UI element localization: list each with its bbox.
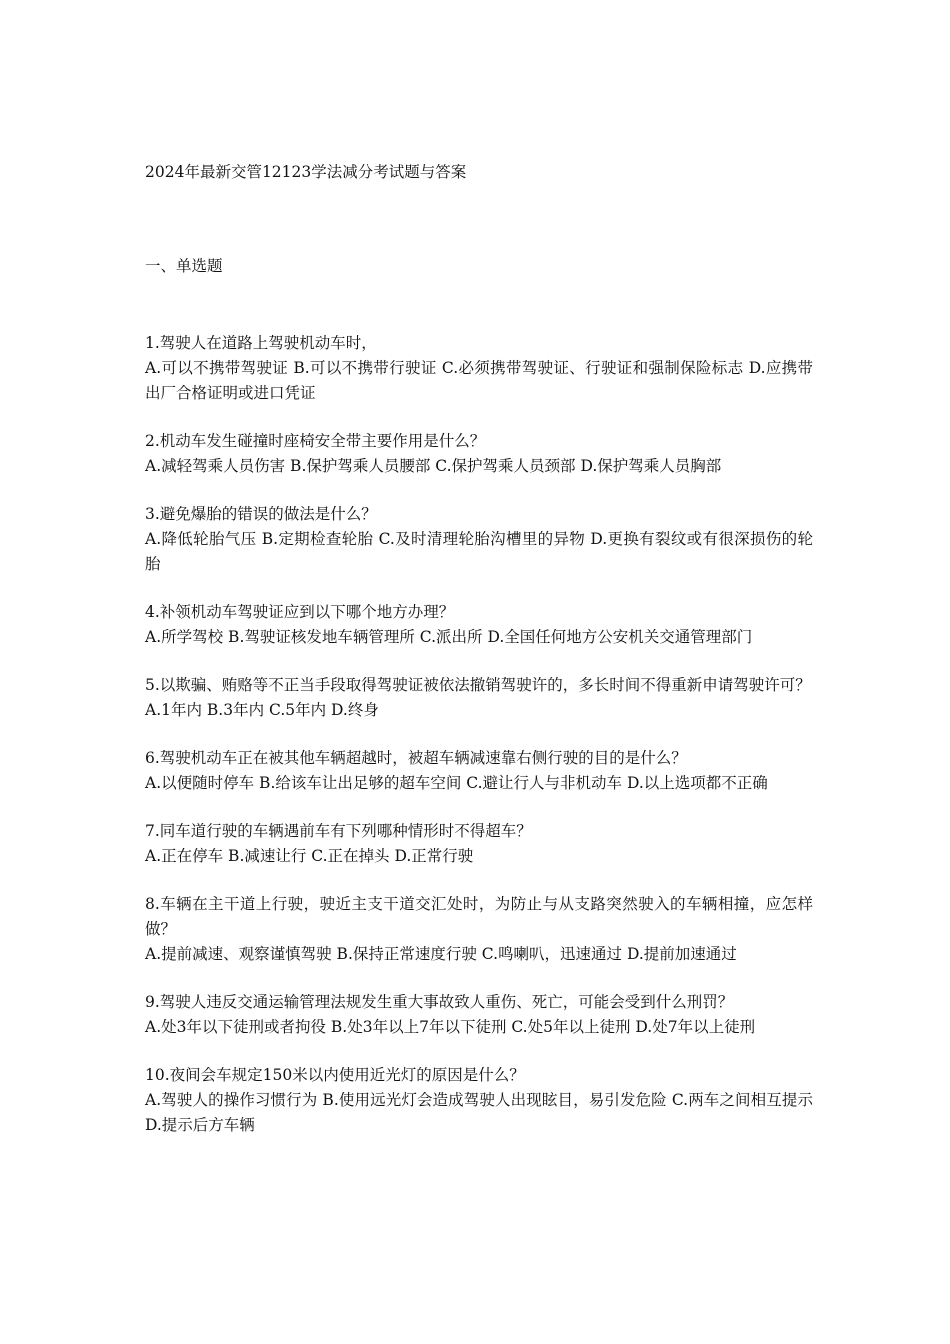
- question-stem: 5.以欺骗、贿赂等不正当手段取得驾驶证被依法撤销驾驶许的，多长时间不得重新申请驾驶许可？: [145, 676, 811, 694]
- question-item: [145, 673, 813, 723]
- question-stem: 9.驾驶人违反交通运输管理法规发生重大事故致人重伤、死亡，可能会受到什么刑罚？: [145, 993, 734, 1011]
- question-stem: 8.车辆在主干道上行驶，驶近主支干道交汇处时，为防止与从支路突然驶入的车辆相撞，应怎样做？: [145, 895, 813, 938]
- question-item: [145, 331, 813, 406]
- question-item: [145, 502, 813, 577]
- question-stem: 7.同车道行驶的车辆遇前车有下列哪种情形时不得超车？: [145, 822, 532, 840]
- question-options: A.所学驾校 B.驾驶证核发地车辆管理所 C.派出所 D.全国任何地方公安机关交通管理部门: [145, 628, 753, 646]
- section-heading: 一、单选题: [145, 257, 223, 275]
- question-options: A.可以不携带驾驶证 B.可以不携带行驶证 C.必须携带驾驶证、行驶证和强制保险标志 D.应携带出厂合格证明或进口凭证: [145, 359, 813, 402]
- question-stem: 4.补领机动车驾驶证应到以下哪个地方办理？: [145, 603, 455, 621]
- document-title: 2024年最新交管12123学法减分考试题与答案: [145, 163, 467, 181]
- question-stem: 10.夜间会车规定150米以内使用近光灯的原因是什么？: [145, 1066, 525, 1084]
- question-options: A.降低轮胎气压 B.定期检查轮胎 C.及时清理轮胎沟槽里的异物 D.更换有裂纹或有很深损伤的轮胎: [145, 530, 813, 573]
- question-options: A.1年内 B.3年内 C.5年内 D.终身: [145, 701, 379, 719]
- question-options: A.驾驶人的操作习惯行为 B.使用远光灯会造成驾驶人出现眩目，易引发危险 C.两车之间相互提示 D.提示后方车辆: [145, 1091, 813, 1134]
- question-item: [145, 429, 813, 479]
- question-options: A.正在停车 B.减速让行 C.正在掉头 D.正常行驶: [145, 847, 474, 865]
- question-item: [145, 746, 813, 796]
- question-options: A.以便随时停车 B.给该车让出足够的超车空间 C.避让行人与非机动车 D.以上选项都不正确: [145, 774, 768, 792]
- question-item: [145, 990, 813, 1040]
- question-item: [145, 892, 813, 967]
- document-page: [145, 159, 813, 1161]
- question-stem: 6.驾驶机动车正在被其他车辆超越时，被超车辆减速靠右侧行驶的目的是什么？: [145, 749, 687, 767]
- question-item: [145, 1063, 813, 1138]
- question-list: [145, 331, 813, 1138]
- question-item: [145, 819, 813, 869]
- question-stem: 2.机动车发生碰撞时座椅安全带主要作用是什么？: [145, 432, 486, 450]
- question-options: A.处3年以下徒刑或者拘役 B.处3年以上7年以下徒刑 C.处5年以上徒刑 D.处7年以上徒刑: [145, 1018, 756, 1036]
- question-options: A.减轻驾乘人员伤害 B.保护驾乘人员腰部 C.保护驾乘人员颈部 D.保护驾乘人员胸部: [145, 457, 722, 475]
- question-stem: 1.驾驶人在道路上驾驶机动车时，: [145, 334, 377, 352]
- question-stem: 3.避免爆胎的错误的做法是什么？: [145, 505, 377, 523]
- question-item: [145, 600, 813, 650]
- question-options: A.提前减速、观察谨慎驾驶 B.保持正常速度行驶 C.鸣喇叭，迅速通过 D.提前加速通过: [145, 945, 737, 963]
